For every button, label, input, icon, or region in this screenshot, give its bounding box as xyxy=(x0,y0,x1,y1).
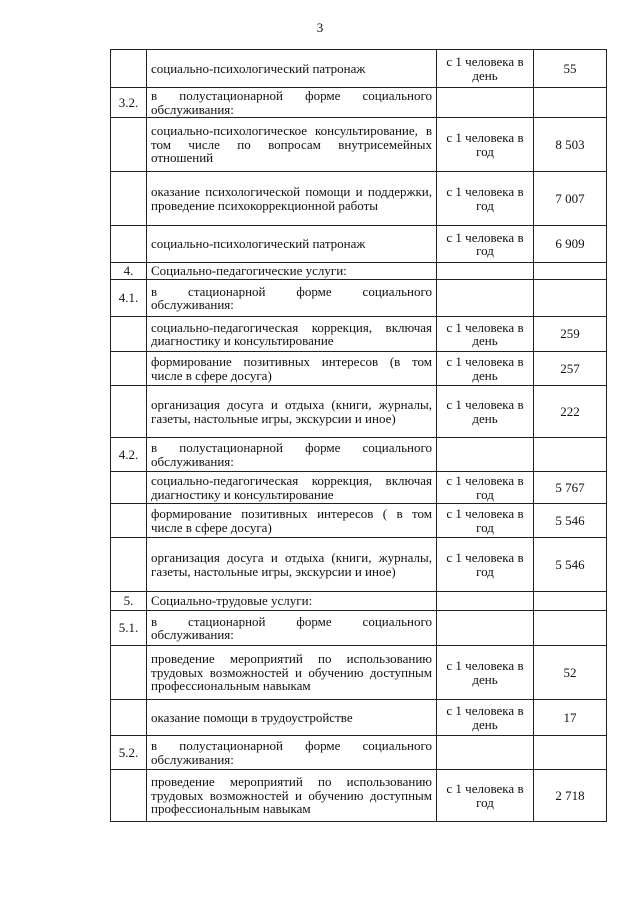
row-number-cell xyxy=(111,172,147,226)
table-row xyxy=(111,172,607,226)
table-row xyxy=(111,770,607,822)
value-cell: 7 007 xyxy=(534,172,607,226)
table-row xyxy=(111,646,607,700)
service-name-cell: Социально-педагогические услуги: xyxy=(147,263,437,280)
unit-cell xyxy=(437,88,534,118)
row-number-cell xyxy=(111,50,147,88)
unit-cell xyxy=(437,592,534,611)
unit-cell xyxy=(437,280,534,317)
value-cell xyxy=(534,438,607,472)
value-cell: 6 909 xyxy=(534,226,607,263)
service-name-cell: в стационарной форме социального обслуживания: xyxy=(147,280,437,317)
table-row xyxy=(111,88,607,118)
service-name-cell: социально-психологический патронаж xyxy=(147,226,437,263)
table-row xyxy=(111,736,607,770)
value-cell: 5 767 xyxy=(534,472,607,504)
row-number-cell xyxy=(111,226,147,263)
service-name-cell: проведение мероприятий по использованию трудовых возможностей и обучению доступным профессиональным навыкам xyxy=(147,770,437,822)
value-cell: 5 546 xyxy=(534,504,607,538)
row-number-cell xyxy=(111,770,147,822)
service-name-cell: социально-психологический патронаж xyxy=(147,50,437,88)
row-number-cell xyxy=(111,472,147,504)
value-cell: 8 503 xyxy=(534,118,607,172)
unit-cell: с 1 человека в год xyxy=(437,472,534,504)
table-row xyxy=(111,386,607,438)
table-row xyxy=(111,438,607,472)
service-name-cell: оказание помощи в трудоустройстве xyxy=(147,700,437,736)
unit-cell: с 1 человека в день xyxy=(437,700,534,736)
service-name-cell: формирование позитивных интересов (в том числе в сфере досуга) xyxy=(147,352,437,386)
service-name-cell: организация досуга и отдыха (книги, журналы, газеты, настольные игры, экскурсии и иное) xyxy=(147,386,437,438)
table-row xyxy=(111,504,607,538)
service-name-cell: в полустационарной форме социального обслуживания: xyxy=(147,438,437,472)
unit-cell: с 1 человека в день xyxy=(437,386,534,438)
service-name-cell: социально-педагогическая коррекция, включая диагностику и консультирование xyxy=(147,317,437,352)
unit-cell: с 1 человека в день xyxy=(437,50,534,88)
table-row xyxy=(111,611,607,646)
unit-cell: с 1 человека в год xyxy=(437,504,534,538)
value-cell xyxy=(534,592,607,611)
service-name-cell: проведение мероприятий по использованию трудовых возможностей и обучению доступным профессиональным навыкам xyxy=(147,646,437,700)
value-cell: 222 xyxy=(534,386,607,438)
service-name-cell: формирование позитивных интересов ( в том числе в сфере досуга) xyxy=(147,504,437,538)
value-cell: 5 546 xyxy=(534,538,607,592)
row-number-cell: 4.1. xyxy=(111,280,147,317)
unit-cell: с 1 человека в год xyxy=(437,226,534,263)
table-row xyxy=(111,317,607,352)
table-row xyxy=(111,472,607,504)
row-number-cell xyxy=(111,700,147,736)
value-cell: 52 xyxy=(534,646,607,700)
service-name-cell: социально-педагогическая коррекция, включая диагностику и консультирование xyxy=(147,472,437,504)
unit-cell: с 1 человека в день xyxy=(437,646,534,700)
row-number-cell xyxy=(111,646,147,700)
service-name-cell: организация досуга и отдыха (книги, журналы, газеты, настольные игры, экскурсии и иное) xyxy=(147,538,437,592)
row-number-cell xyxy=(111,317,147,352)
unit-cell: с 1 человека в день xyxy=(437,317,534,352)
row-number-cell: 5. xyxy=(111,592,147,611)
value-cell xyxy=(534,611,607,646)
service-name-cell: оказание психологической помощи и поддержки, проведение психокоррекционной работы xyxy=(147,172,437,226)
value-cell: 2 718 xyxy=(534,770,607,822)
table-row xyxy=(111,538,607,592)
value-cell xyxy=(534,736,607,770)
table-body xyxy=(111,50,607,822)
service-name-cell: Социально-трудовые услуги: xyxy=(147,592,437,611)
table-row xyxy=(111,118,607,172)
unit-cell: с 1 человека в день xyxy=(437,352,534,386)
value-cell: 55 xyxy=(534,50,607,88)
row-number-cell xyxy=(111,538,147,592)
row-number-cell: 4. xyxy=(111,263,147,280)
unit-cell xyxy=(437,438,534,472)
service-name-cell: в стационарной форме социального обслуживания: xyxy=(147,611,437,646)
unit-cell: с 1 человека в год xyxy=(437,118,534,172)
row-number-cell xyxy=(111,352,147,386)
value-cell xyxy=(534,88,607,118)
services-table xyxy=(110,49,607,822)
table-row xyxy=(111,700,607,736)
row-number-cell xyxy=(111,504,147,538)
table-row xyxy=(111,280,607,317)
value-cell: 257 xyxy=(534,352,607,386)
row-number-cell: 3.2. xyxy=(111,88,147,118)
page-number: 3 xyxy=(316,20,324,35)
service-name-cell: в полустационарной форме социального обслуживания: xyxy=(147,736,437,770)
unit-cell xyxy=(437,611,534,646)
value-cell xyxy=(534,280,607,317)
table-row xyxy=(111,50,607,88)
value-cell: 17 xyxy=(534,700,607,736)
row-number-cell: 5.2. xyxy=(111,736,147,770)
row-number-cell: 5.1. xyxy=(111,611,147,646)
unit-cell: с 1 человека в год xyxy=(437,538,534,592)
table-row xyxy=(111,263,607,280)
table-row xyxy=(111,226,607,263)
table-row xyxy=(111,352,607,386)
row-number-cell xyxy=(111,118,147,172)
value-cell: 259 xyxy=(534,317,607,352)
service-name-cell: в полустационарной форме социального обслуживания: xyxy=(147,88,437,118)
unit-cell xyxy=(437,736,534,770)
unit-cell xyxy=(437,263,534,280)
unit-cell: с 1 человека в год xyxy=(437,770,534,822)
value-cell xyxy=(534,263,607,280)
row-number-cell: 4.2. xyxy=(111,438,147,472)
table-row xyxy=(111,592,607,611)
row-number-cell xyxy=(111,386,147,438)
service-name-cell: социально-психологическое консультирование, в том числе по вопросам внутрисемейных отношений xyxy=(147,118,437,172)
unit-cell: с 1 человека в год xyxy=(437,172,534,226)
